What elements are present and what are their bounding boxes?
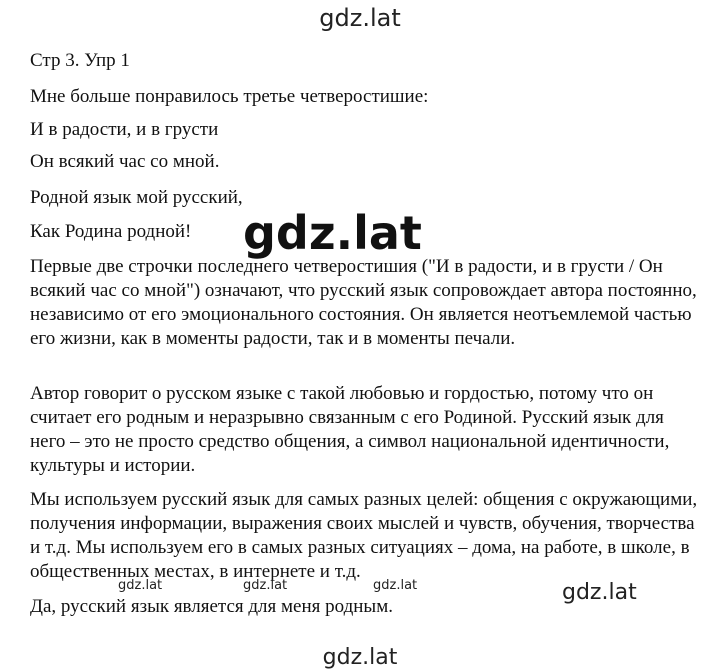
final-line: Да, русский язык является для меня родным.	[30, 596, 393, 617]
watermark-center: gdz.lat	[243, 206, 422, 260]
watermark-top: gdz.lat	[319, 4, 401, 32]
paragraph-1: Первые две строчки последнего четверостишия ("И в радости, и в грусти / Он всякий час со мной") означают, что русский язык сопровождает автора постоянно, независимо от его эмоционального состояния. Он является неотъемлемой частью его жизни, как в моменты радости, так и в моменты печали.	[30, 256, 697, 349]
verse-line-3: Родной язык мой русский,	[30, 187, 243, 208]
watermark-small-3: gdz.lat	[373, 578, 418, 593]
watermark-small-1: gdz.lat	[118, 578, 163, 593]
exercise-heading: Стр 3. Упр 1	[30, 50, 130, 71]
verse-line-2: Он всякий час со мной.	[30, 151, 220, 172]
verse-line-4: Как Родина родной!	[30, 221, 192, 242]
verse-line-1: И в радости, и в грусти	[30, 119, 219, 140]
paragraph-3: Мы используем русский язык для самых разных целей: общения с окружающими, получения информации, выражения своих мыслей и чувств, обучения, творчества и т.д. Мы используем его в самых разных ситуациях – дома, на работе, в школе, в общественных местах, в интернете и т.д.	[30, 489, 698, 582]
watermark-small-2: gdz.lat	[243, 578, 288, 593]
paragraph-2: Автор говорит о русском языке с такой любовью и гордостью, потому что он считает его родным и неразрывно связанным с его Родиной. Русский язык для него – это не просто средство общения, а символ национальной идентичности, культуры и истории.	[30, 383, 670, 476]
intro-line: Мне больше понравилось третье четверостишие:	[30, 86, 429, 107]
watermark-right: gdz.lat	[562, 580, 637, 605]
watermark-bottom: gdz.lat	[322, 645, 398, 670]
